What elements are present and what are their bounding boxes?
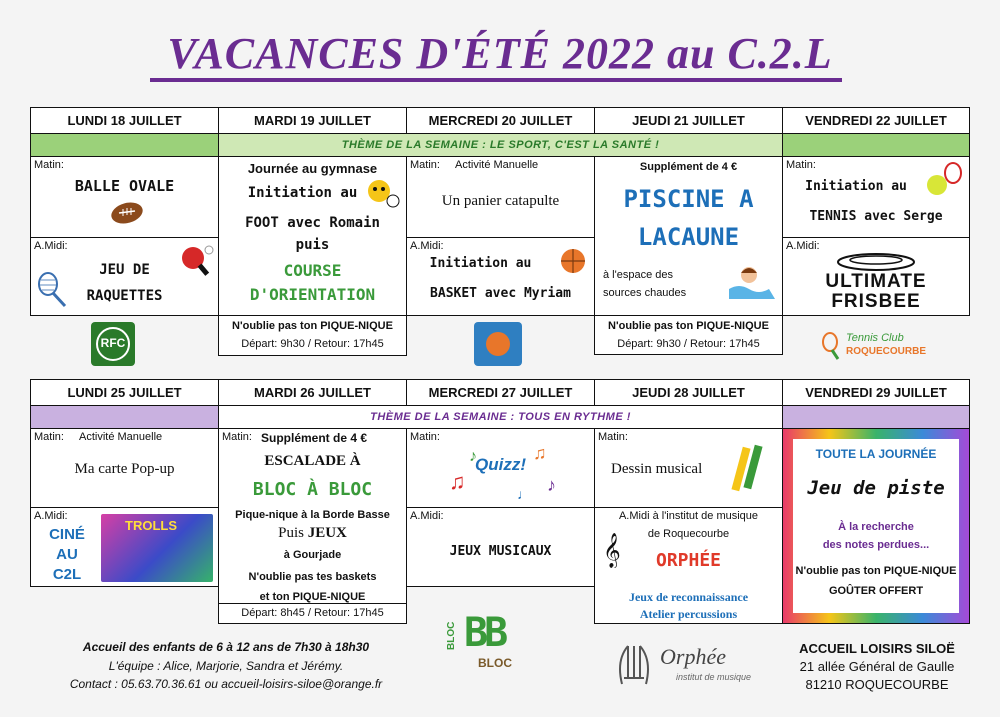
- activity-games: JEUX: [307, 525, 347, 541]
- session-label: A.Midi:: [410, 510, 444, 522]
- session-label: Matin:: [34, 159, 64, 171]
- location: à Gourjade: [283, 549, 342, 561]
- title-underline: [150, 78, 842, 82]
- theme-band: [782, 405, 970, 429]
- session-label: A.Midi:: [786, 240, 820, 252]
- thu28-afternoon: [594, 507, 783, 624]
- cinema-label: C2L: [52, 566, 82, 583]
- activity: ULTIMATE: [825, 271, 927, 292]
- logo-text: ROQUECOURBE: [846, 346, 927, 357]
- activity: JEU DE: [99, 262, 150, 278]
- svg-text:♪: ♪: [469, 448, 477, 465]
- activity: Initiation au: [247, 185, 358, 201]
- logo-text: BB: [464, 610, 505, 656]
- reminder: N'oublie pas tes baskets: [248, 571, 377, 583]
- logo-text: BLOC: [446, 621, 457, 650]
- basketball-icon: [557, 246, 589, 276]
- activity-highlight: ORPHÉE: [655, 550, 722, 571]
- cinema-label: AU: [56, 546, 78, 563]
- mon18-morning: [30, 156, 219, 238]
- session-label: Matin:: [222, 431, 252, 443]
- svg-text:♫: ♫: [533, 443, 547, 463]
- activity: ESCALADE À: [264, 453, 361, 469]
- mon25-morning: [30, 428, 219, 508]
- thu21-day: [594, 156, 783, 316]
- theme-band: [782, 133, 970, 157]
- reminder: N'oublie pas ton PIQUE-NIQUE: [232, 320, 393, 332]
- week-theme: THÈME DE LA SEMAINE : LE SPORT, C'EST LA SANTÉ !: [218, 133, 783, 157]
- activity: des notes perdues...: [822, 539, 930, 551]
- frisbee-icon: [831, 250, 921, 272]
- ping-pong-icon: [177, 244, 215, 278]
- mon25-afternoon: [30, 507, 219, 587]
- week-theme: THÈME DE LA SEMAINE : TOUS EN RYTHME !: [218, 405, 783, 429]
- activity: RAQUETTES: [86, 288, 163, 304]
- location: à l'espace des: [603, 269, 673, 281]
- day-header: JEUDI 21 JUILLET: [594, 107, 783, 134]
- fri22-morning: [782, 156, 970, 238]
- reminder: N'oublie pas ton PIQUE-NIQUE: [608, 320, 769, 332]
- session-label: Matin:: [410, 159, 440, 171]
- day-header: MARDI 26 JUILLET: [218, 379, 407, 406]
- tennis-club-logo: [820, 330, 940, 366]
- day-header: MERCREDI 20 JUILLET: [406, 107, 595, 134]
- day-header: VENDREDI 22 JUILLET: [782, 107, 970, 134]
- activity: Jeux de reconnaissance: [628, 590, 749, 604]
- activity: puis: [295, 237, 330, 253]
- activity-highlight: PISCINE A: [623, 185, 754, 213]
- activity: FOOT avec Romain: [245, 215, 380, 231]
- swimmer-icon: [729, 261, 775, 299]
- activity: Pique-nique à la Borde Basse: [235, 509, 390, 521]
- trolls-poster: [101, 514, 213, 582]
- activity: TOUTE LA JOURNÉE: [815, 447, 937, 461]
- activity-highlight: BLOC À BLOC: [252, 479, 373, 500]
- mon18-afternoon: [30, 237, 219, 316]
- times: Départ: 8h45 / Retour: 17h45: [241, 607, 384, 619]
- activity: BALLE OVALE: [74, 177, 175, 195]
- activity: Ma carte Pop-up: [74, 461, 175, 477]
- reminder: GOÛTER OFFERT: [828, 585, 924, 597]
- organizer-address: [782, 641, 972, 692]
- activity: JEUX MUSICAUX: [449, 544, 552, 559]
- activity-then: Puis: [278, 525, 308, 541]
- badminton-icon: [35, 272, 69, 308]
- team: L'équipe : Alice, Marjorie, Sandra et Jérémy.: [108, 659, 344, 673]
- activity-highlight: LACAUNE: [637, 223, 740, 251]
- tennis-ball-icon: [923, 161, 965, 199]
- reminder: N'oublie pas ton PIQUE-NIQUE: [795, 565, 957, 577]
- opening-hours: Accueil des enfants de 6 à 12 ans de 7h30 à 18h30: [82, 640, 370, 654]
- organizer-name: ACCUEIL LOISIRS SILOË: [799, 641, 955, 656]
- session-label: A.Midi:: [34, 240, 68, 252]
- activity: Quizz!: [475, 455, 526, 474]
- location: de Roquecourbe: [647, 528, 730, 540]
- activity: BASKET avec Myriam: [430, 286, 571, 301]
- session-label: A.Midi:: [410, 240, 444, 252]
- basket-club-logo: [474, 322, 522, 366]
- location: sources chaudes: [603, 287, 687, 299]
- tue26-times: [218, 603, 407, 624]
- times: Départ: 9h30 / Retour: 17h45: [241, 338, 384, 350]
- treble-clef-icon: [603, 528, 629, 568]
- supplement: Supplément de 4 €: [639, 161, 738, 173]
- svg-text:𝄞: 𝄞: [603, 534, 621, 567]
- activity: Atelier percussions: [639, 607, 738, 621]
- day-header: LUNDI 18 JUILLET: [30, 107, 219, 134]
- reminder: et ton PIQUE-NIQUE: [259, 591, 366, 603]
- address-line: 81210 ROQUECOURBE: [805, 677, 949, 692]
- day-header: JEUDI 28 JUILLET: [594, 379, 783, 406]
- day-header: MERCREDI 27 JUILLET: [406, 379, 595, 406]
- tue19-day: [218, 156, 407, 316]
- page-title: VACANCES D'ÉTÉ 2022 au C.2.L: [167, 29, 833, 78]
- activity-type: Activité Manuelle: [455, 159, 539, 171]
- footer-info: [36, 640, 416, 691]
- day-header: VENDREDI 29 JUILLET: [782, 379, 970, 406]
- activity: Initiation au: [805, 179, 907, 194]
- theme-band: [30, 405, 219, 429]
- pencils-icon: [731, 441, 771, 501]
- times: Départ: 9h30 / Retour: 17h45: [617, 338, 760, 350]
- wed27-afternoon: [406, 507, 595, 587]
- football-icon: [365, 177, 401, 209]
- activity: TENNIS avec Serge: [809, 209, 943, 224]
- cinema-label: CINÉ: [49, 526, 85, 543]
- activity: Un panier catapulte: [441, 193, 560, 209]
- rfc-logo: [91, 322, 135, 366]
- logo-text: RFC: [100, 336, 126, 350]
- activity: A.Midi à l'institut de musique: [618, 510, 759, 522]
- fri29-inner: [793, 439, 959, 613]
- tue26-day: [218, 428, 407, 624]
- activity: Journée au gymnase: [247, 161, 378, 176]
- contact: Contact : 05.63.70.36.61 ou accueil-loisirs-siloe@orange.fr: [69, 677, 383, 691]
- lyre-icon: [614, 640, 654, 688]
- svg-text:♩: ♩: [517, 486, 531, 502]
- rugby-ball-icon: [109, 201, 145, 225]
- session-label: A.Midi:: [34, 510, 68, 522]
- orphee-logo: [614, 640, 764, 690]
- session-label: Matin:: [34, 431, 64, 443]
- theme-band: [30, 133, 219, 157]
- session-label: Matin:: [786, 159, 816, 171]
- activity-type: Activité Manuelle: [79, 431, 163, 443]
- supplement: Supplément de 4 €: [261, 431, 368, 445]
- activity: [219, 525, 406, 542]
- logo-subtext: institut de musique: [676, 672, 752, 682]
- racket-icon: [820, 332, 842, 360]
- logo-text: Tennis Club: [846, 332, 904, 344]
- wed20-morning: [406, 156, 595, 238]
- session-label: Matin:: [598, 431, 628, 443]
- activity: FRISBEE: [831, 291, 921, 312]
- logo-text: Orphée: [660, 644, 726, 669]
- logo-text: BLOC: [478, 656, 512, 670]
- day-header: MARDI 19 JUILLET: [218, 107, 407, 134]
- activity: Initiation au: [429, 256, 532, 271]
- tue19-times: [218, 334, 407, 356]
- bloc-a-bloc-logo: [442, 610, 562, 676]
- fri22-afternoon: [782, 237, 970, 316]
- fri29-day: [782, 428, 970, 624]
- activity: Dessin musical: [611, 461, 703, 477]
- activity-highlight: D'ORIENTATION: [249, 285, 376, 304]
- wed20-afternoon: [406, 237, 595, 316]
- day-header: LUNDI 25 JUILLET: [30, 379, 219, 406]
- address-line: 21 allée Général de Gaulle: [799, 659, 955, 674]
- activity: À la recherche: [838, 521, 914, 533]
- svg-text:♫: ♫: [449, 469, 466, 494]
- svg-text:♪: ♪: [547, 475, 556, 495]
- activity-highlight: Jeu de piste: [807, 477, 945, 499]
- poster-title: TROLLS: [125, 518, 177, 533]
- activity-highlight: COURSE: [283, 261, 342, 280]
- thu28-morning: [594, 428, 783, 508]
- wed27-morning: [406, 428, 595, 508]
- session-label: Matin:: [410, 431, 440, 443]
- thu21-info: [594, 315, 783, 355]
